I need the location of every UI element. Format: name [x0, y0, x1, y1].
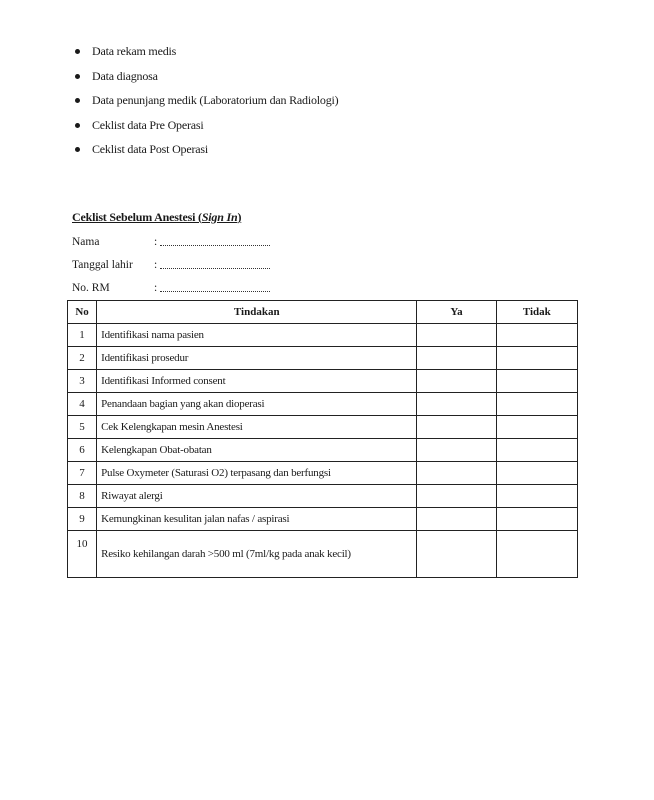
tidak-check-cell[interactable]	[496, 393, 577, 416]
row-action: Identifikasi nama pasien	[97, 324, 417, 347]
checklist-table	[67, 300, 578, 578]
row-number: 5	[68, 416, 97, 439]
ya-check-cell[interactable]	[417, 508, 496, 531]
tidak-check-cell[interactable]	[496, 531, 577, 578]
bullet-icon	[75, 98, 80, 103]
field-colon: :	[154, 259, 158, 271]
field-colon: :	[154, 236, 158, 248]
row-number: 10	[68, 531, 97, 578]
row-action: Penandaan bagian yang akan dioperasi	[97, 393, 417, 416]
ya-check-cell[interactable]	[417, 393, 496, 416]
ya-check-cell[interactable]	[417, 485, 496, 508]
field-colon: :	[154, 282, 158, 294]
list-item-text: Data penunjang medik (Laboratorium dan Radiologi)	[92, 93, 339, 107]
ya-check-cell[interactable]	[417, 370, 496, 393]
form-field-tanggal-lahir	[72, 256, 292, 274]
list-item	[72, 116, 338, 141]
ya-check-cell[interactable]	[417, 416, 496, 439]
field-blank-line[interactable]	[160, 291, 270, 292]
section-title-end: )	[237, 210, 242, 224]
table-row	[68, 393, 578, 416]
table-row	[68, 370, 578, 393]
bullet-list	[72, 42, 338, 165]
ya-check-cell[interactable]	[417, 347, 496, 370]
ya-check-cell[interactable]	[417, 531, 496, 578]
bullet-icon	[75, 49, 80, 54]
row-number: 1	[68, 324, 97, 347]
table-row	[68, 462, 578, 485]
table-row	[68, 531, 578, 578]
row-number: 9	[68, 508, 97, 531]
section-title-italic: Sign In	[201, 210, 238, 224]
table-header-row	[68, 301, 578, 324]
table-row	[68, 347, 578, 370]
section-title	[72, 210, 241, 225]
table-row	[68, 485, 578, 508]
list-item	[72, 91, 338, 116]
ya-check-cell[interactable]	[417, 439, 496, 462]
bullet-icon	[75, 123, 80, 128]
tidak-check-cell[interactable]	[496, 370, 577, 393]
row-action: Identifikasi Informed consent	[97, 370, 417, 393]
row-number: 3	[68, 370, 97, 393]
list-item	[72, 67, 338, 92]
row-action: Kemungkinan kesulitan jalan nafas / aspirasi	[97, 508, 417, 531]
bullet-icon	[75, 74, 80, 79]
list-item-text: Data diagnosa	[92, 68, 158, 83]
list-item-text: Ceklist data Pre Operasi	[92, 117, 204, 132]
table-row	[68, 416, 578, 439]
list-item	[72, 140, 338, 165]
row-number: 4	[68, 393, 97, 416]
column-header-no: No	[68, 301, 97, 324]
table-row	[68, 508, 578, 531]
field-blank-line[interactable]	[160, 268, 270, 269]
column-header-tindakan: Tindakan	[97, 301, 417, 324]
row-number: 8	[68, 485, 97, 508]
table-row	[68, 324, 578, 347]
row-number: 6	[68, 439, 97, 462]
row-action: Riwayat alergi	[97, 485, 417, 508]
section-title-main: Ceklist Sebelum Anestesi (	[72, 210, 202, 224]
row-number: 2	[68, 347, 97, 370]
column-header-tidak: Tidak	[496, 301, 577, 324]
field-blank-line[interactable]	[160, 245, 270, 246]
tidak-check-cell[interactable]	[496, 347, 577, 370]
ya-check-cell[interactable]	[417, 324, 496, 347]
row-action: Resiko kehilangan darah >500 ml (7ml/kg pada anak kecil)	[97, 531, 417, 578]
row-action: Cek Kelengkapan mesin Anestesi	[97, 416, 417, 439]
tidak-check-cell[interactable]	[496, 324, 577, 347]
table-row	[68, 439, 578, 462]
form-field-no-rm	[72, 279, 292, 297]
bullet-icon	[75, 147, 80, 152]
tidak-check-cell[interactable]	[496, 462, 577, 485]
row-number: 7	[68, 462, 97, 485]
tidak-check-cell[interactable]	[496, 508, 577, 531]
list-item	[72, 42, 338, 67]
list-item-text: Ceklist data Post Operasi	[92, 142, 208, 156]
ya-check-cell[interactable]	[417, 462, 496, 485]
row-action: Pulse Oxymeter (Saturasi O2) terpasang dan berfungsi	[97, 462, 417, 485]
field-label: Nama	[72, 236, 100, 248]
field-label: Tanggal lahir	[72, 259, 133, 271]
row-action: Identifikasi prosedur	[97, 347, 417, 370]
tidak-check-cell[interactable]	[496, 416, 577, 439]
row-action: Kelengkapan Obat-obatan	[97, 439, 417, 462]
column-header-ya: Ya	[417, 301, 496, 324]
tidak-check-cell[interactable]	[496, 485, 577, 508]
tidak-check-cell[interactable]	[496, 439, 577, 462]
field-label: No. RM	[72, 282, 110, 294]
list-item-text: Data rekam medis	[92, 44, 177, 58]
form-field-nama	[72, 233, 292, 251]
